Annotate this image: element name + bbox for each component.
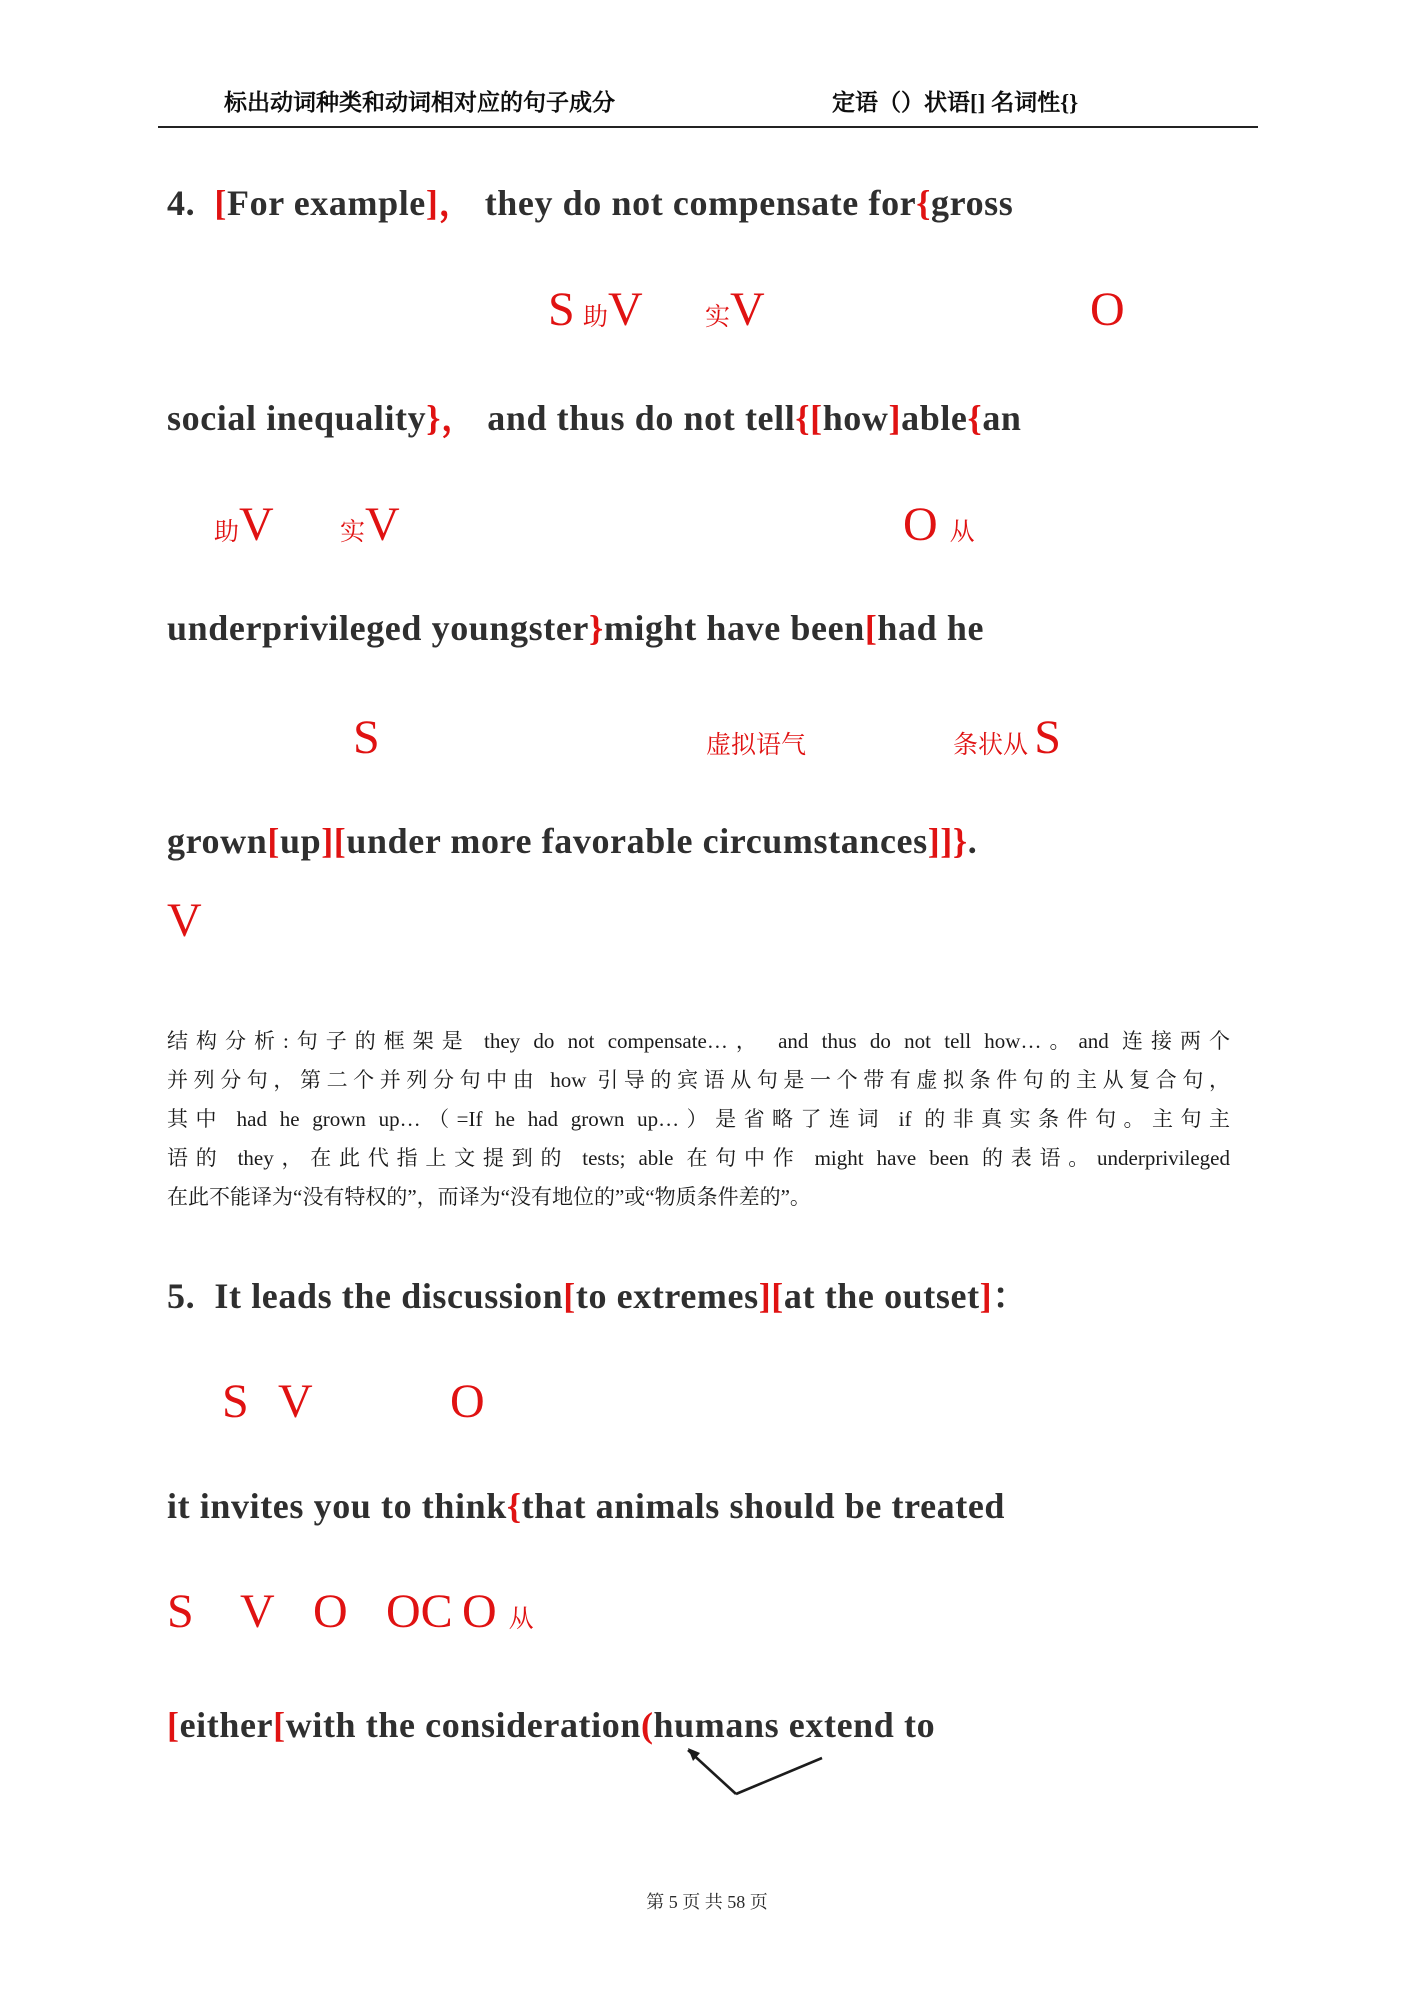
grammar-label-part: 虚拟语气: [706, 732, 807, 759]
grammar-label-part: O: [462, 1585, 509, 1638]
sentence-text-run: and thus do not tell: [477, 398, 796, 438]
grammar-label-part: O: [313, 1585, 348, 1638]
bracket-annotation: ]: [979, 1276, 993, 1316]
bracket-annotation: [: [214, 183, 227, 223]
grammar-label-part: 从: [508, 1606, 534, 1633]
sentence-text-run: under more favorable circumstances: [346, 821, 928, 861]
grammar-label: [903, 498, 975, 551]
grammar-label: [462, 1585, 534, 1638]
bracket-annotation: [: [864, 608, 878, 648]
header-divider: [158, 126, 1258, 128]
labels-row-1: [0, 283, 1414, 348]
analysis-line: 在此不能译为“没有特权的”，而译为“没有地位的”或“物质条件差的”。: [167, 1185, 811, 1209]
annotation-arrow: [670, 1740, 840, 1810]
grammar-label: [705, 283, 765, 336]
grammar-label-part: V: [278, 1375, 313, 1428]
grammar-label: [953, 711, 1061, 764]
bracket-annotation: [: [267, 821, 280, 861]
sentence-text-run: they do not compensate for: [475, 183, 917, 223]
grammar-label-part: 实: [705, 304, 731, 331]
sentence-text-run: underprivileged youngster: [167, 608, 590, 648]
bracket-annotation: ]，: [425, 183, 476, 223]
bracket-annotation: [: [273, 1705, 286, 1745]
bracket-annotation: }，: [426, 398, 478, 438]
grammar-label: [353, 711, 380, 764]
grammar-label: [278, 1375, 313, 1428]
grammar-label-part: S: [548, 283, 575, 336]
grammar-label: [386, 1585, 453, 1638]
bracket-annotation: ]: [888, 398, 902, 438]
sentence-text-run: 5. It leads the discussion: [167, 1276, 564, 1316]
grammar-label: [167, 894, 202, 947]
sentence-4-line-1: [167, 182, 1013, 225]
grammar-label-part: OC: [386, 1585, 453, 1638]
grammar-label-part: O: [450, 1375, 485, 1428]
grammar-label: [583, 283, 643, 336]
grammar-label-part: V: [239, 498, 274, 551]
sentence-text-run: humans extend to: [653, 1705, 936, 1745]
grammar-label: [706, 733, 806, 758]
grammar-label-part: 从: [949, 519, 975, 546]
sentence-5-line-2: [167, 1485, 1005, 1528]
grammar-label: [450, 1375, 485, 1428]
grammar-label-part: 实: [340, 519, 366, 546]
grammar-label: [548, 283, 575, 336]
header-right-text: 定语（）状语[] 名词性{}: [832, 90, 1079, 115]
bracket-annotation: }: [589, 608, 604, 648]
grammar-label-part: S: [222, 1375, 249, 1428]
analysis-line: 其中 had he grown up…（=If he had grown up…）是省略了连词 if 的非真实条件句。主句主: [167, 1107, 1230, 1131]
sentence-text-run: how: [822, 398, 889, 438]
bracket-annotation: ]]}: [927, 821, 968, 861]
sentence-text-run: with the consideration: [285, 1705, 641, 1745]
sentence-text-run: to extremes: [575, 1276, 759, 1316]
bracket-annotation: ][: [758, 1276, 784, 1316]
sentence-4-line-2: [167, 397, 1022, 440]
grammar-label-part: V: [240, 1585, 275, 1638]
grammar-label-part: V: [730, 283, 765, 336]
labels-row-5: [0, 1375, 1414, 1440]
bracket-annotation: {: [506, 1486, 522, 1526]
grammar-label-part: O: [1090, 283, 1125, 336]
sentence-text-run: might have been: [603, 608, 865, 648]
bracket-annotation: {: [967, 398, 983, 438]
sentence-text-run: For example: [227, 183, 426, 223]
sentence-text-run: .: [967, 821, 978, 861]
grammar-label: [222, 1375, 249, 1428]
grammar-label-part: 助: [214, 519, 240, 546]
grammar-label-part: V: [167, 894, 202, 947]
sentence-text-run: able: [901, 398, 968, 438]
grammar-label-part: S: [353, 711, 380, 764]
labels-row-3: [0, 711, 1414, 776]
grammar-label-part: V: [365, 498, 400, 551]
bracket-annotation: {[: [795, 398, 823, 438]
sentence-text-run: had he: [877, 608, 985, 648]
grammar-label-part: S: [167, 1585, 194, 1638]
sentence-text-run: gross: [931, 183, 1014, 223]
grammar-label-part: 助: [583, 304, 609, 331]
analysis-line: 并列分句，第二个并列分句中由 how 引导的宾语从句是一个带有虚拟条件句的主从复合句，: [167, 1068, 1230, 1092]
grammar-label: [313, 1585, 348, 1638]
grammar-label-part: O: [903, 498, 950, 551]
labels-row-4: [0, 894, 1414, 959]
page-number: 第 5 页 共 58 页: [646, 1892, 768, 1912]
sentence-5-line-1: [167, 1275, 1029, 1318]
analysis-paragraph: [167, 1022, 1230, 1217]
grammar-label: [1090, 283, 1125, 336]
bracket-annotation: (: [640, 1705, 654, 1745]
bracket-annotation: {: [916, 183, 932, 223]
sentence-text-run: either: [179, 1705, 274, 1745]
bracket-annotation: ][: [321, 821, 347, 861]
sentence-text-run: 4.: [167, 183, 215, 223]
sentence-text-run: that animals should be treated: [521, 1486, 1006, 1526]
bracket-annotation: [: [167, 1705, 180, 1745]
grammar-label-part: 条状从: [953, 732, 1035, 759]
grammar-label: [214, 498, 274, 551]
grammar-label: [167, 1585, 194, 1638]
grammar-label: [240, 1585, 275, 1638]
header-left-text: 标出动词种类和动词相对应的句子成分: [224, 90, 615, 115]
grammar-label-part: V: [608, 283, 643, 336]
analysis-line: 语的 they，在此代指上文提到的 tests; able 在句中作 might have been 的表语。underprivileged: [167, 1146, 1230, 1170]
sentence-4-line-3: [167, 607, 984, 650]
sentence-text-run: an: [982, 398, 1022, 438]
sentence-text-run: up: [279, 821, 322, 861]
sentence-4-line-4: [167, 820, 977, 863]
grammar-label: [340, 498, 400, 551]
labels-row-6: [0, 1585, 1414, 1650]
sentence-text-run: at the outset: [783, 1276, 980, 1316]
analysis-line: 结构分析:句子的框架是 they do not compensate…， and thus do not tell how…。and 连接两个: [167, 1029, 1230, 1053]
bracket-annotation: [: [563, 1276, 576, 1316]
sentence-text-run: it invites you to think: [167, 1486, 507, 1526]
sentence-text-run: grown: [167, 821, 268, 861]
grammar-label-part: S: [1034, 711, 1061, 764]
sentence-text-run: ：: [992, 1276, 1029, 1316]
labels-row-2: [0, 498, 1414, 563]
sentence-text-run: social inequality: [167, 398, 427, 438]
